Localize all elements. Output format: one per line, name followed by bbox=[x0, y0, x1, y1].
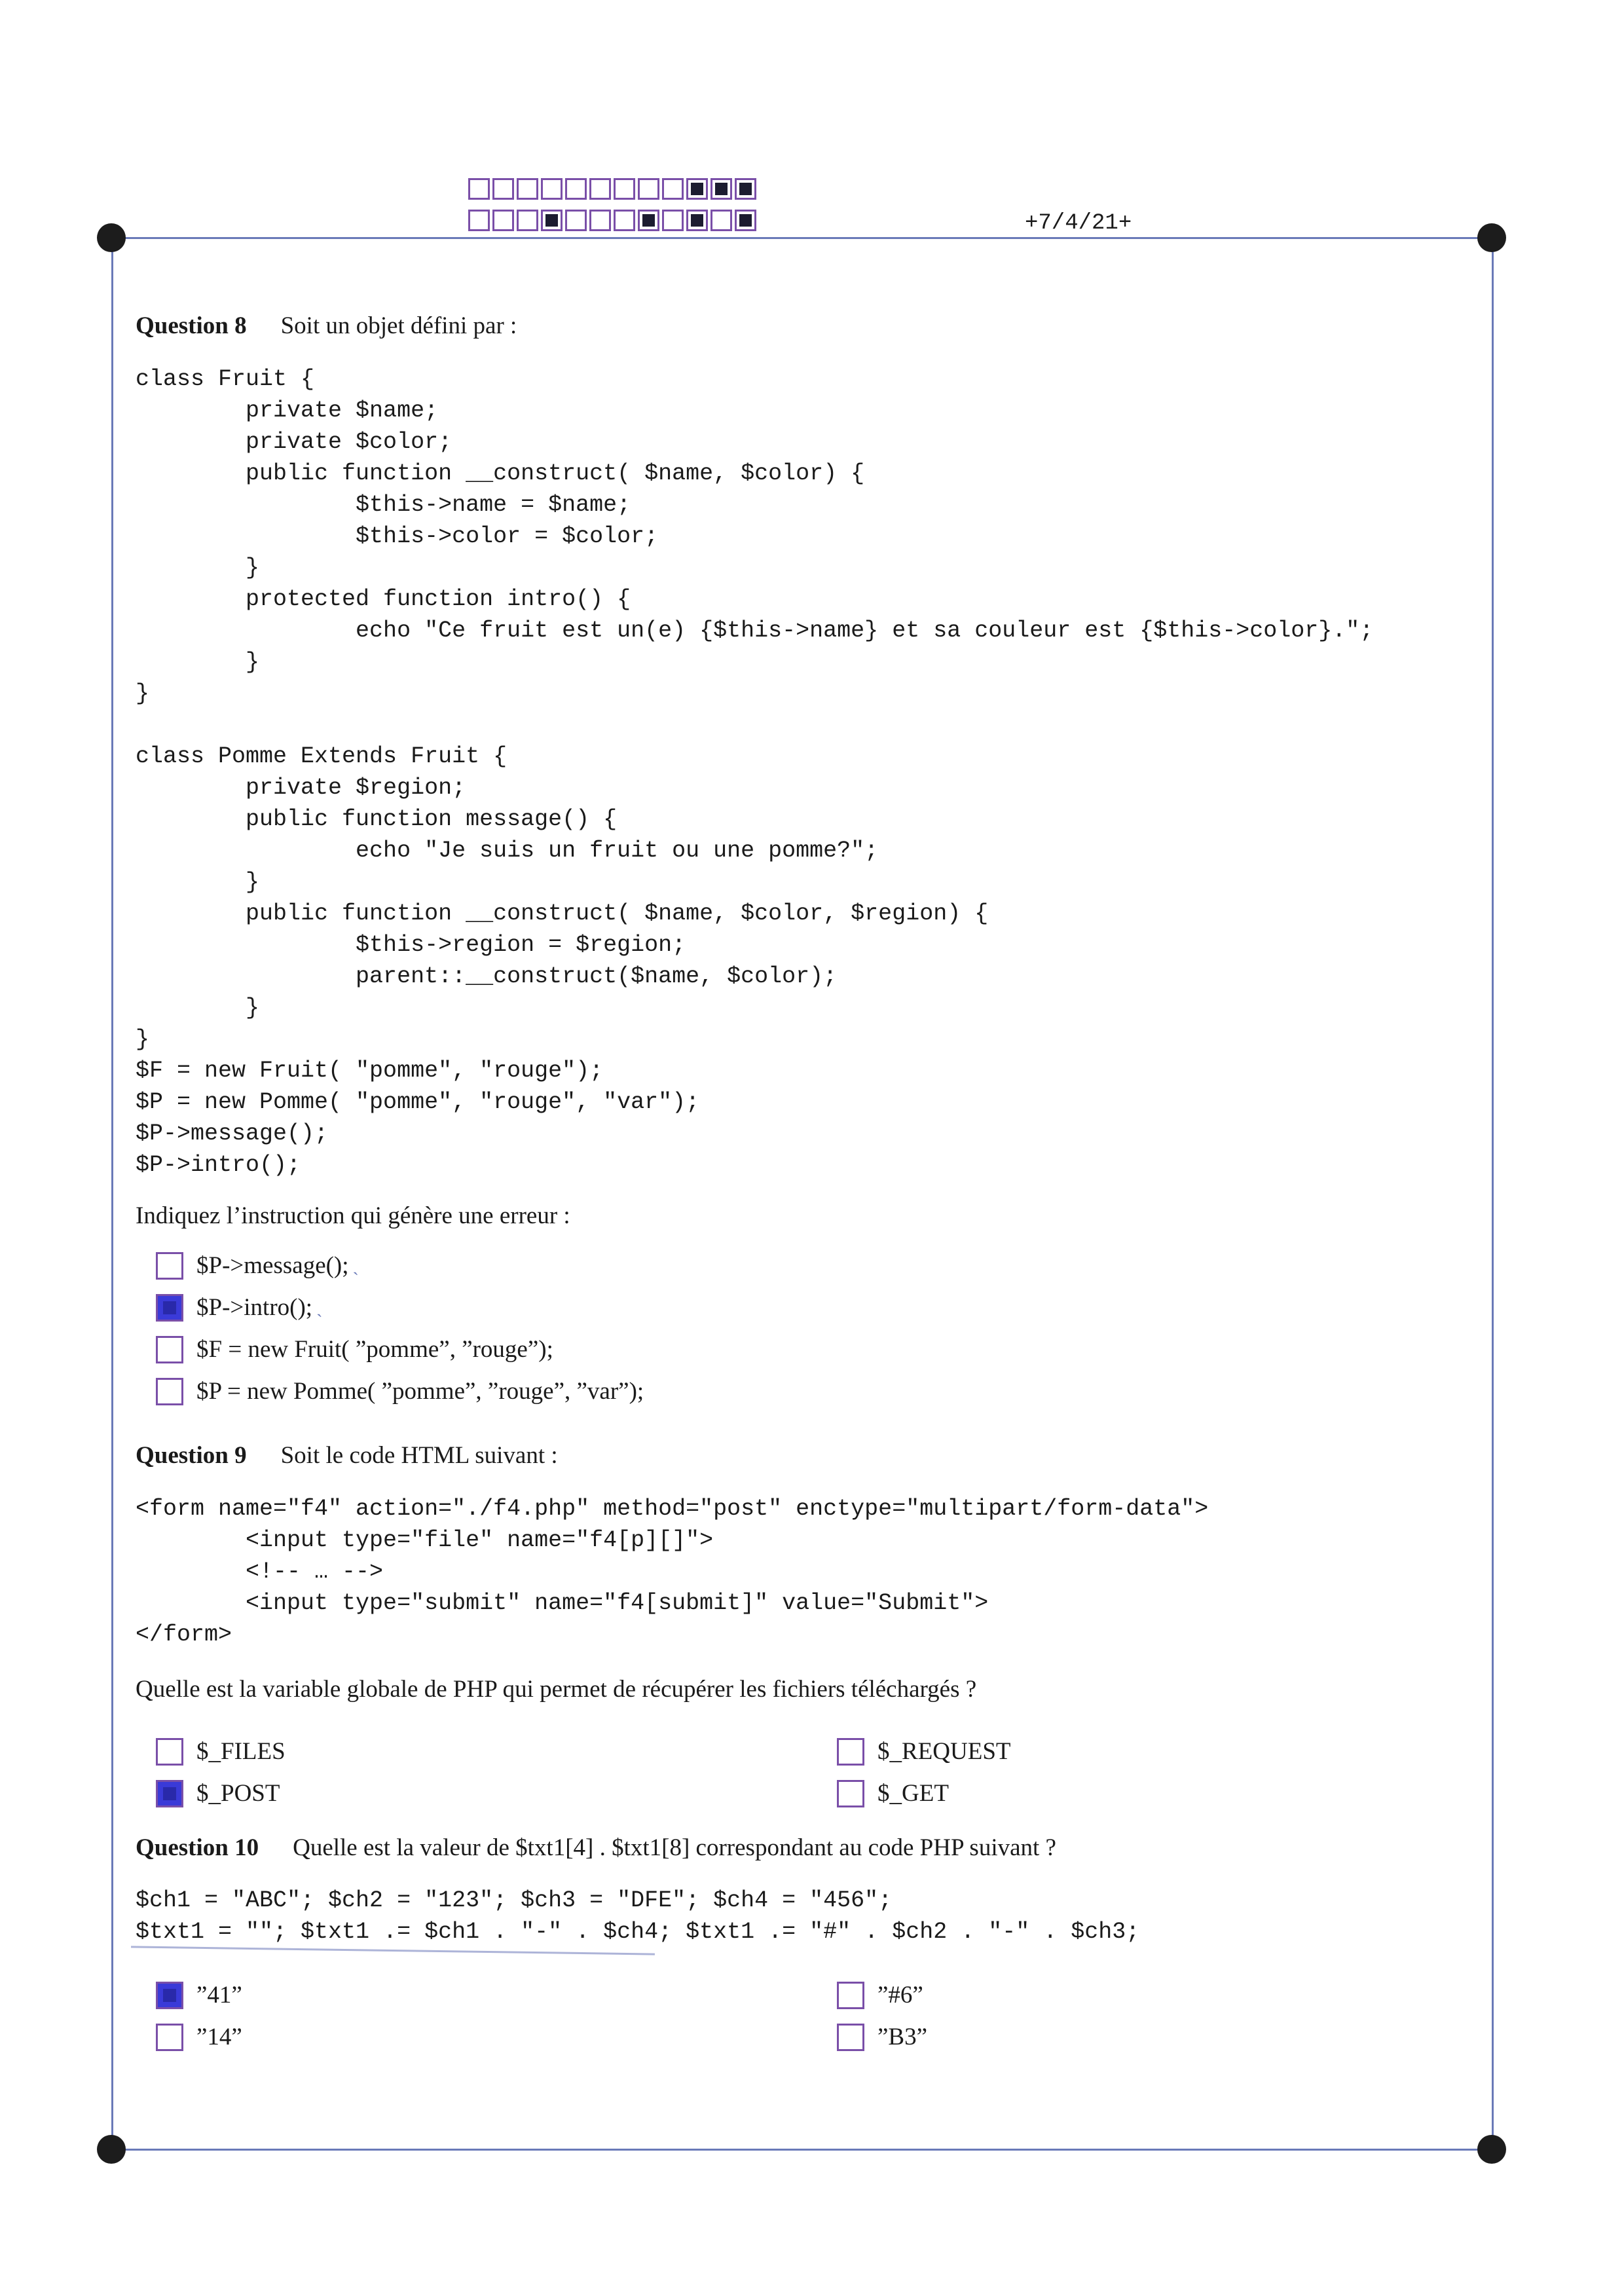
question-9-code: <form name="f4" action="./f4.php" method="post" enctype="multipart/form-data"> <input type="file" name="f4[p][]"> <!-- … --> <input type="submit" name="f4[submit]" value="Submit"> </form> bbox=[136, 1496, 1209, 1648]
question-label: Question 9 bbox=[136, 1442, 247, 1469]
barcode-cell bbox=[589, 210, 611, 231]
barcode-cell bbox=[541, 210, 563, 231]
q8-option-4[interactable] bbox=[156, 1375, 644, 1408]
question-9-header bbox=[136, 1439, 558, 1472]
q8-option-1[interactable] bbox=[156, 1250, 359, 1282]
q8-option-1-checkbox[interactable] bbox=[156, 1252, 183, 1280]
question-8-code: class Fruit { private $name; private $color; public function __construct( $name, $color) { $this->name = $name; $this->color = $color; } protected function intro() { echo "Ce fruit est un(e) {$this->name} et sa couleur est {$this->color}."; } } class Pomme Extends Fruit { private $region; public function message() { echo "Je suis un fruit ou une pomme?"; } public function __construct( $name, $color, $region) { $this->region = $region; parent::__construct($name, $color); } } $F = new Fruit( "pomme", "rouge"); $P = new Pomme( "pomme", "rouge", "var"); $P->message(); $P->intro(); bbox=[136, 366, 1374, 1178]
q8-option-2[interactable] bbox=[156, 1291, 322, 1324]
q10-option-b3[interactable] bbox=[837, 2021, 927, 2054]
frame-bottom-line bbox=[111, 2149, 1493, 2151]
q8-option-1-label: $P->message(); bbox=[196, 1252, 349, 1279]
barcode-cell bbox=[492, 210, 514, 231]
question-8-header bbox=[136, 310, 517, 343]
q8-option-3[interactable] bbox=[156, 1333, 553, 1366]
q8-option-4-label: $P = new Pomme( ”pomme”, ”rouge”, ”var”); bbox=[196, 1378, 644, 1405]
barcode-cell bbox=[565, 210, 587, 231]
barcode-cell bbox=[735, 210, 756, 231]
barcode-cell bbox=[492, 178, 514, 200]
q9-option-files[interactable] bbox=[156, 1735, 286, 1768]
q9-option-request-label: $_REQUEST bbox=[877, 1738, 1011, 1765]
barcode-cell bbox=[517, 210, 538, 231]
barcode-cell bbox=[638, 210, 659, 231]
q9-option-request[interactable] bbox=[837, 1735, 1011, 1768]
corner-mark-top-right bbox=[1477, 223, 1506, 252]
q10-option-b3-label: ”B3” bbox=[877, 2024, 928, 2050]
q8-option-3-checkbox[interactable] bbox=[156, 1336, 183, 1363]
barcode-cell bbox=[468, 210, 490, 231]
question-prompt: Quelle est la valeur de $txt1[4] . $txt1[8] correspondant au code PHP suivant ? bbox=[293, 1834, 1056, 1861]
q9-option-post[interactable] bbox=[156, 1777, 280, 1810]
q8-option-4-checkbox[interactable] bbox=[156, 1378, 183, 1405]
barcode-cell bbox=[517, 178, 538, 200]
question-8-instruction: Indiquez l’instruction qui génère une erreur : bbox=[136, 1202, 570, 1229]
question-label: Question 10 bbox=[136, 1834, 259, 1861]
q8-option-2-checkbox[interactable] bbox=[156, 1294, 183, 1322]
corner-mark-bottom-right bbox=[1477, 2135, 1506, 2164]
barcode-cell bbox=[614, 178, 635, 200]
barcode-cell bbox=[589, 178, 611, 200]
q10-option-b3-checkbox[interactable] bbox=[837, 2024, 864, 2051]
q9-option-files-checkbox[interactable] bbox=[156, 1738, 183, 1766]
barcode-cell bbox=[686, 210, 708, 231]
question-9-instruction: Quelle est la variable globale de PHP qui permet de récupérer les fichiers téléchargés ? bbox=[136, 1676, 977, 1703]
q9-option-get-label: $_GET bbox=[877, 1780, 949, 1807]
q10-option-14-label: ”14” bbox=[196, 2024, 242, 2050]
barcode-cell bbox=[638, 178, 659, 200]
q9-option-get-checkbox[interactable] bbox=[837, 1780, 864, 1807]
q8-option-3-label: $F = new Fruit( ”pomme”, ”rouge”); bbox=[196, 1336, 553, 1363]
q10-option-41[interactable] bbox=[156, 1979, 242, 2012]
q10-option-14[interactable] bbox=[156, 2021, 242, 2054]
q9-option-request-checkbox[interactable] bbox=[837, 1738, 864, 1766]
q10-option-hash6-checkbox[interactable] bbox=[837, 1982, 864, 2009]
question-prompt: Soit un objet défini par : bbox=[280, 312, 517, 339]
barcode-cell bbox=[735, 178, 756, 200]
frame-top-line bbox=[111, 237, 1493, 239]
barcode-cell bbox=[710, 210, 732, 231]
q10-option-14-checkbox[interactable] bbox=[156, 2024, 183, 2051]
frame-left-line bbox=[111, 237, 113, 2151]
barcode-cell bbox=[565, 178, 587, 200]
q8-option-2-label: $P->intro(); bbox=[196, 1294, 313, 1321]
question-10-header bbox=[136, 1832, 1056, 1864]
q9-option-post-checkbox[interactable] bbox=[156, 1780, 183, 1807]
pen-mark: ˎ bbox=[352, 1255, 359, 1276]
barcode-cell bbox=[686, 178, 708, 200]
q10-option-41-label: ”41” bbox=[196, 1982, 242, 2009]
barcode-row-1 bbox=[468, 178, 759, 200]
q9-option-post-label: $_POST bbox=[196, 1780, 280, 1807]
q10-option-hash6[interactable] bbox=[837, 1979, 923, 2012]
page-id: +7/4/21+ bbox=[1025, 211, 1132, 236]
barcode-cell bbox=[662, 210, 684, 231]
corner-mark-top-left bbox=[97, 223, 126, 252]
barcode-cell bbox=[541, 178, 563, 200]
question-prompt: Soit le code HTML suivant : bbox=[280, 1442, 558, 1469]
pen-mark: ˎ bbox=[316, 1297, 323, 1318]
barcode-cell bbox=[614, 210, 635, 231]
corner-mark-bottom-left bbox=[97, 2135, 126, 2164]
q10-option-41-checkbox[interactable] bbox=[156, 1982, 183, 2009]
barcode-cell bbox=[710, 178, 732, 200]
barcode-cell bbox=[468, 178, 490, 200]
question-label: Question 8 bbox=[136, 312, 247, 339]
barcode-cell bbox=[662, 178, 684, 200]
q9-option-files-label: $_FILES bbox=[196, 1738, 286, 1765]
barcode-row-2 bbox=[468, 210, 759, 231]
q9-option-get[interactable] bbox=[837, 1777, 949, 1810]
question-10-code: $ch1 = "ABC"; $ch2 = "123"; $ch3 = "DFE"; $ch4 = "456"; $txt1 = ""; $txt1 .= $ch1 . "-" . $ch4; $txt1 .= "#" . $ch2 . "-" . $ch3; bbox=[136, 1887, 1140, 1945]
q10-option-hash6-label: ”#6” bbox=[877, 1982, 923, 2009]
frame-right-line bbox=[1492, 237, 1494, 2151]
